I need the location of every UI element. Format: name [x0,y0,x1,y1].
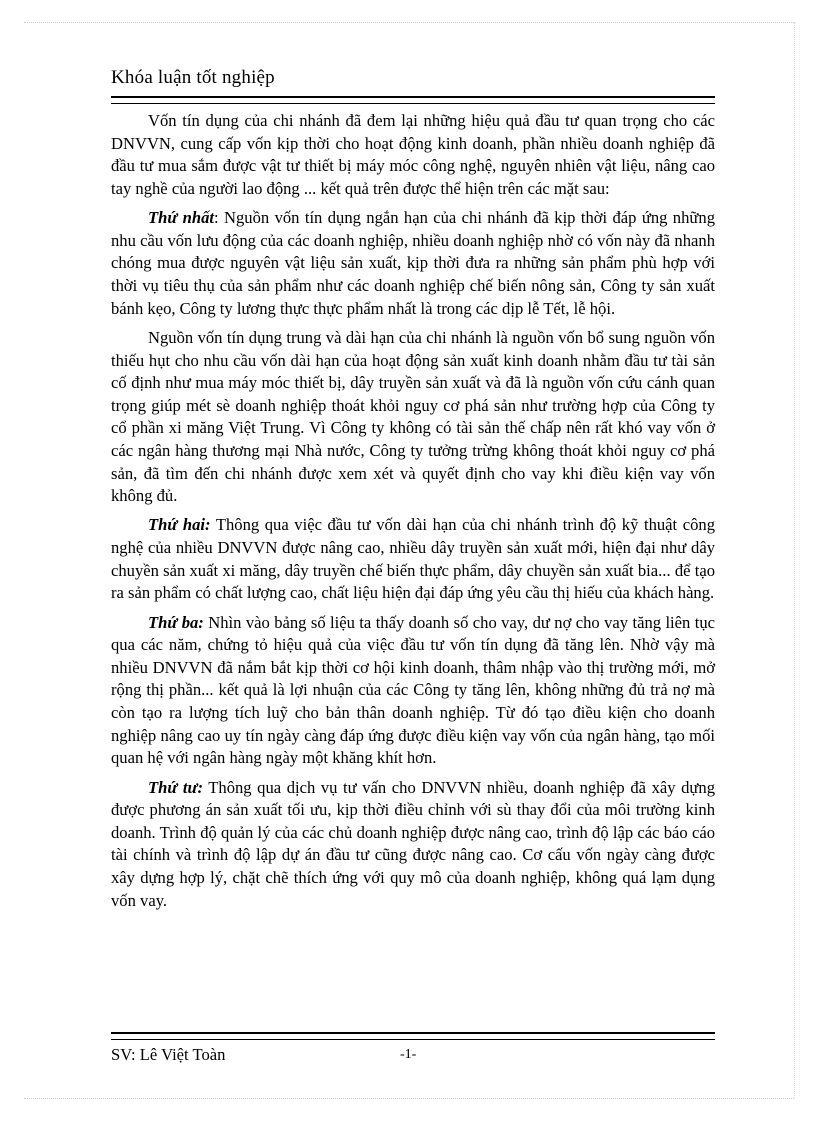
document-body [111,110,715,919]
page-border-bottom [24,1098,794,1099]
header-title: Khóa luận tốt nghiệp [111,67,275,88]
page-footer [111,1032,715,1068]
paragraph-lead: Thứ hai: [148,515,211,535]
paragraph-lead: Thứ tư: [148,777,203,797]
paragraph-text: Vốn tín dụng của chi nhánh đã đem lại những hiệu quả đầu tư quan trọng cho các DNVVN, cung cấp vốn kịp thời cho hoạt động kinh doanh, phần nhiều doanh nghiệp đã đầu tư mua sắm được vật tư thiết bị máy móc công nghệ, nguyên nhiên vật liệu, nâng cao tay nghề của người lao động ... kết quả trên được thể hiện trên các mặt sau: [111,111,715,198]
footer-row [111,1044,715,1068]
page-number: -1- [400,1047,417,1062]
paragraph-intro [111,110,715,200]
paragraph-thu-nhat [111,207,715,320]
page-border-right [794,22,795,1098]
footer-double-rule [111,1032,715,1040]
paragraph-text: Nguồn vốn tín dụng trung và dài hạn của chi nhánh là nguồn vốn bổ sung nguồn vốn thiếu hụt cho nhu cầu vốn dài hạn của hoạt động sản xuất kinh doanh nhằm đầu tư tài sản cố định như mua máy móc thiết bị, dây truyền sản xuất và đã là nguồn vốn cứu cánh quan trọng giúp mét sè doanh nghiệp thoát khỏi nguy cơ phá sản như trường hợp của Công ty cổ phần xi măng Việt Trung. Vì Công ty không có tài sản thế chấp nên rất khó vay vốn ở các ngân hàng thương mại Nhà nước, Công ty tưởng trừng không thoát khỏi nguy cơ phá sản, đã tìm đến chi nhánh được xem xét và quyết định cho vay khi điều kiện vay vốn không đủ. [111,327,715,506]
paragraph-lead: Thứ nhất [148,208,215,228]
paragraph-text: Nhìn vào bảng số liệu ta thấy doanh số cho vay, dư nợ cho vay tăng liên tục qua các năm, chứng tỏ hiệu quả của việc đầu tư vốn tín dụng đã tăng lên. Nhờ vậy mà nhiều DNVVN đã nắm bắt kịp thời cơ hội kinh doanh, thâm nhập vào thị trường mới, mở rộng thị phần... kết quả là lợi nhuận của các Công ty tăng lên, không những đủ trả nợ mà còn tạo ra lượng tích luỹ cho bản thân doanh nghiệp. Từ đó tạo điều kiện cho doanh nghiệp nâng cao uy tín ngày càng đáp ứng được điều kiện vay vốn của ngân hàng, tạo mối quan hệ với ngân hàng ngày một khăng khít hơn. [111,612,716,768]
paragraph-lead: Thứ ba: [148,612,204,632]
paragraph-text: : Nguồn vốn tín dụng ngắn hạn của chi nhánh đã kịp thời đáp ứng những nhu cầu vốn lưu động của các doanh nghiệp, nhiều doanh nghiệp nhờ có vốn này đã nhanh chóng mua được nguyên vật liệu sản xuất, kịp thời đưa ra những sản phẩm phù hợp với thời vụ tiêu thụ của sản phẩm như các doanh nghiệp chế biến nông sản, Công ty sản xuất bánh kẹo, Công ty lương thực thực phẩm nhất là trong các dịp lễ Tết, lễ hội. [111,208,715,318]
paragraph-thu-ba [111,612,715,770]
paragraph-text: Thông qua việc đầu tư vốn dài hạn của chi nhánh trình độ kỹ thuật công nghệ của nhiều DNVVN được nâng cao, nhiều dây truyền sản xuất mới, hiện đại như dây chuyền sản xuất xi măng, dây truyền chế biến thực phẩm, dây chuyền sản xuất bia... để tạo ra sản phẩm có chất lượng cao, chất liệu hiện đại đáp ứng yêu cầu thị hiếu của khách hàng. [111,515,715,603]
header-double-rule [111,96,715,104]
footer-author: SV: Lê Việt Toàn [111,1045,226,1064]
page-border-top [24,22,794,23]
paragraph-text: Thông qua dịch vụ tư vấn cho DNVVN nhiều, doanh nghiệp đã xây dựng được phương án sản xuất tối ưu, kịp thời điều chỉnh với sù thay đổi của môi trường kinh doanh. Trình độ quản lý của các chủ doanh nghiệp được nâng cao, trình độ lập các báo cáo tài chính và trình độ lập dự án đầu tư cũng được nâng cao. Cơ cấu vốn ngày càng được xây dựng hợp lý, chặt chẽ thích ứng với quy mô của doanh nghiệp, không quá lạm dụng vốn vay. [111,777,715,910]
paragraph-thu-tu [111,777,715,913]
page-header [111,66,715,104]
paragraph-trung-dai-han [111,327,715,508]
paragraph-thu-hai [111,514,715,604]
